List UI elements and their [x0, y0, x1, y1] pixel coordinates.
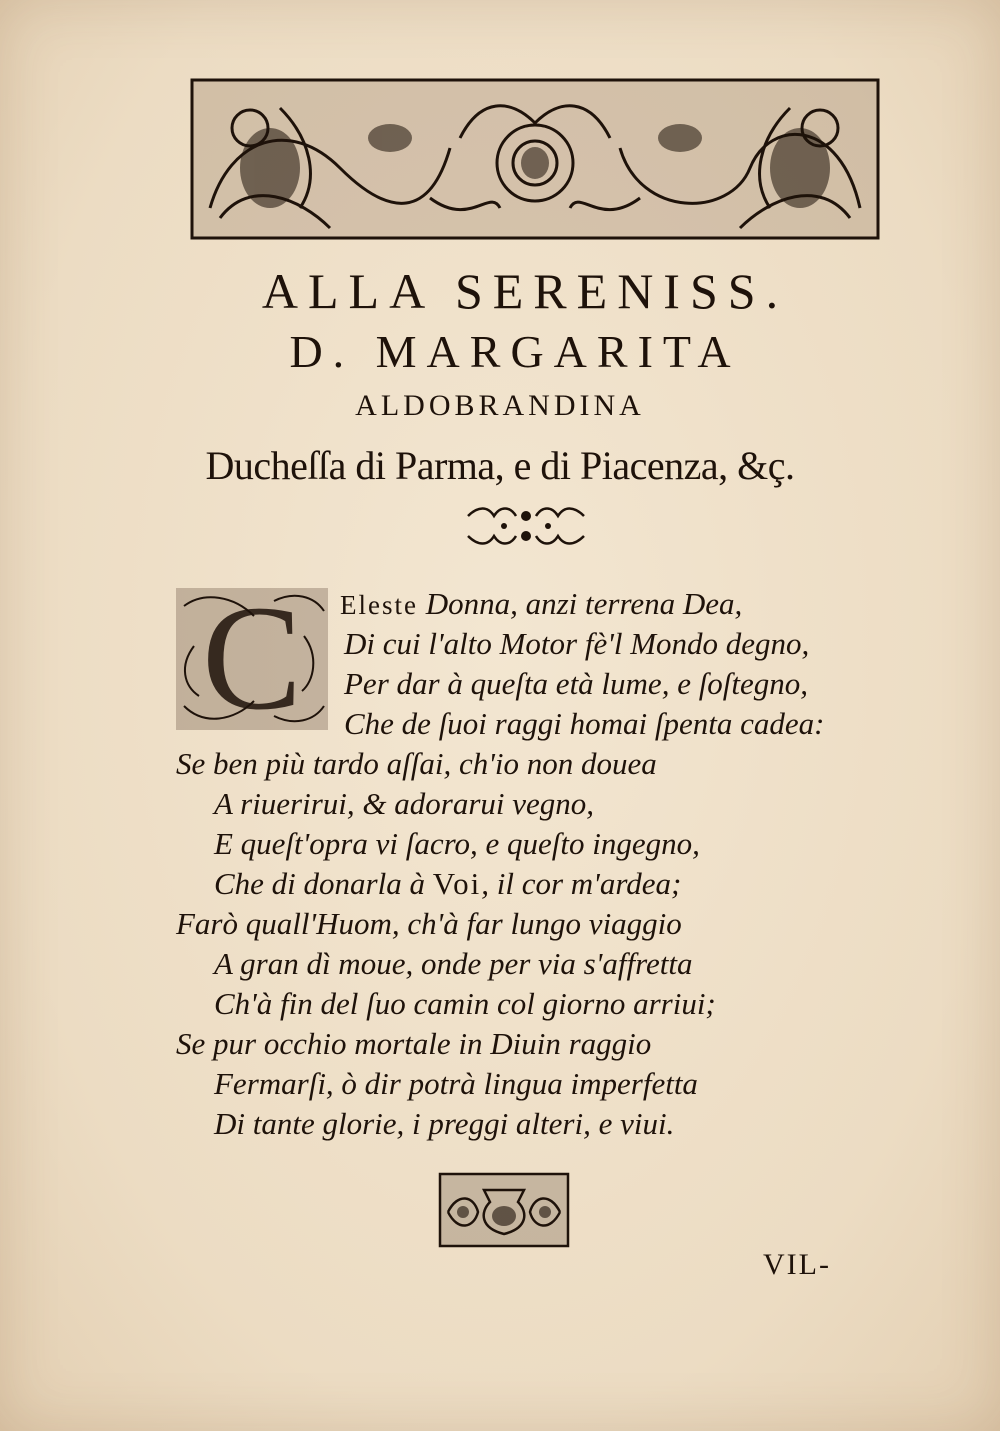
verse-line-7: E queſt'opra vi ſacro, e queſto ingegno,: [214, 826, 700, 861]
catchword: VIL-: [763, 1248, 831, 1281]
verse-line-9: Farò quall'Huom, ch'à far lungo viaggio: [176, 906, 682, 941]
fleuron-ornament: [464, 504, 588, 548]
verse-line-13: Fermarſi, ò dir potrà lingua imperfetta: [214, 1066, 698, 1101]
tailpiece-ornament: [438, 1172, 570, 1248]
decorated-initial-c: [174, 586, 330, 732]
verse-line-5: Se ben più tardo aſſai, ch'io non douea: [176, 746, 657, 781]
verse-line-6: A riuerirui, & adorarui vegno,: [214, 786, 595, 821]
title-line-4: Ducheſſa di Parma, e di Piacenza, &ç.: [205, 443, 795, 488]
verse-line-1-smallcaps: Eleste: [340, 590, 418, 620]
verse-line-1-rest: Donna, anzi terrena Dea,: [417, 586, 743, 621]
initial-letter: C: [201, 586, 303, 732]
verse-line-3: Per dar à queſta età lume, e ſoſtegno,: [344, 666, 809, 701]
verse-line-12: Se pur occhio mortale in Diuin raggio: [176, 1026, 652, 1061]
title-line-3: ALDOBRANDINA: [355, 389, 645, 422]
verse-line-8-caps: Voi: [432, 866, 482, 901]
verse-line-8-b: , il cor m'ardea;: [481, 866, 682, 901]
title-line-1: ALLA SERENISS.: [261, 263, 789, 319]
verse-line-2: Di cui l'alto Motor fè'l Mondo degno,: [344, 626, 810, 661]
headpiece-ornament: [190, 78, 880, 240]
verse-line-14: Di tante glorie, i preggi alteri, e viui.: [214, 1106, 675, 1141]
title-line-2: D. MARGARITA: [289, 326, 741, 377]
verse-line-4: Che de ſuoi raggi homai ſpenta cadea:: [344, 706, 825, 741]
verse-line-10: A gran dì moue, onde per via s'affretta: [214, 946, 693, 981]
verse-line-8-a: Che di donarla à: [214, 866, 433, 901]
verse-line-11: Ch'à fin del ſuo camin col giorno arriui;: [214, 986, 716, 1021]
verse-line-1: [340, 586, 742, 622]
verse-line-8: [214, 866, 681, 902]
